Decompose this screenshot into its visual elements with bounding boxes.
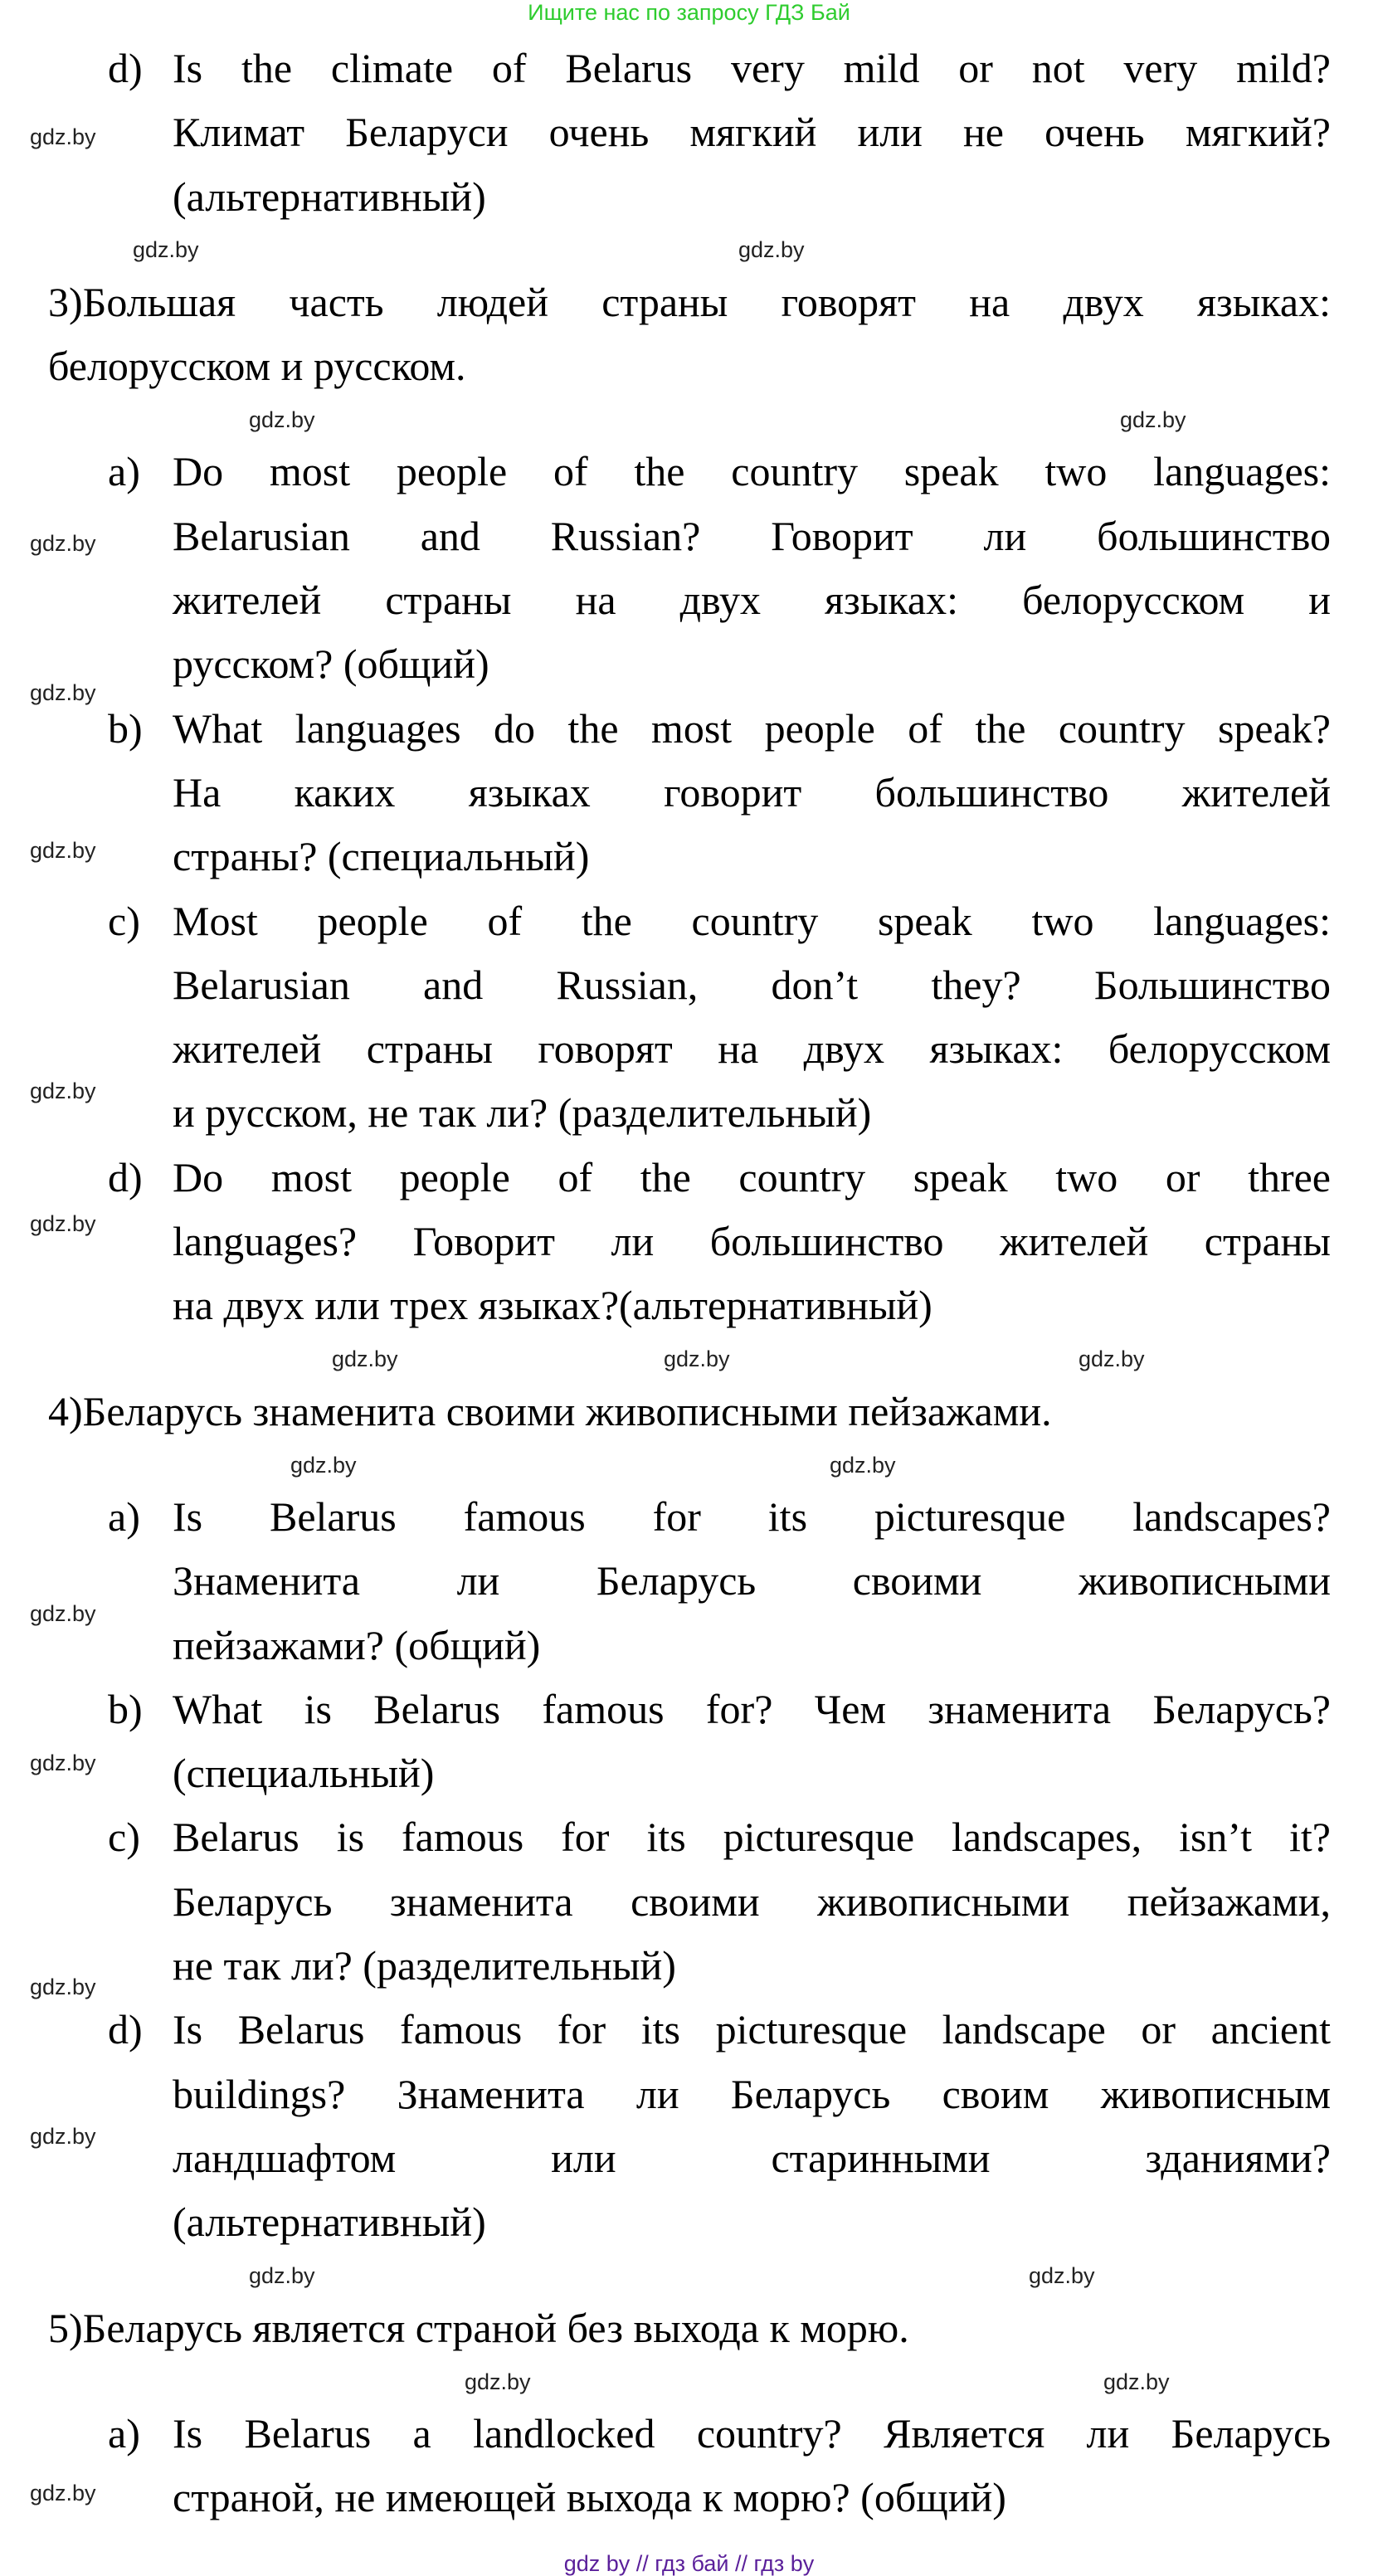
watermark-text: gdz.by	[30, 2481, 96, 2505]
text-line: Is Belarus famous for its picturesque landscapes?	[173, 1493, 1331, 1540]
item-marker: c)	[108, 897, 140, 944]
watermark-text: gdz.by	[664, 1346, 730, 1371]
question-item	[108, 1146, 1331, 1338]
search-hint-banner: Ищите нас по запросу ГДЗ Бай	[528, 0, 850, 25]
item-marker: c)	[108, 1814, 140, 1861]
question-item	[108, 1678, 1331, 1806]
question-item	[108, 2402, 1331, 2530]
watermark-text: gdz.by	[249, 407, 315, 432]
question-statement	[48, 1380, 1331, 1444]
watermark-text: gdz.by	[290, 1453, 357, 1478]
watermark-text: gdz.by	[1103, 2369, 1170, 2394]
text-line: 4)Беларусь знаменита своими живописными пейзажами.	[48, 1387, 1052, 1434]
watermark-text: gdz.by	[1029, 2263, 1095, 2288]
text-line: Belarusian and Russian? Говорит ли большинство	[173, 512, 1331, 559]
text-line: languages? Говорит ли большинство жителей страны	[173, 1218, 1331, 1265]
text-line: What is Belarus famous for? Чем знаменита Беларусь?	[173, 1685, 1331, 1732]
watermark-text: gdz.by	[1120, 407, 1186, 432]
text-line: Беларусь знаменита своими живописными пейзажами,	[173, 1877, 1331, 1925]
question-item	[108, 1485, 1331, 1678]
text-line: What languages do the most people of the country speak?	[173, 704, 1331, 752]
watermark-text: gdz.by	[830, 1453, 896, 1478]
text-line: Is Belarus famous for its picturesque landscape or ancient	[173, 2006, 1331, 2053]
question-item	[108, 889, 1331, 1146]
text-line: Do most people of the country speak two or three	[173, 1153, 1331, 1200]
item-marker: a)	[108, 1493, 140, 1540]
text-line: buildings? Знаменита ли Беларусь своим живописным	[173, 2070, 1331, 2117]
text-line: Most people of the country speak two languages:	[173, 897, 1331, 944]
watermark-text: gdz.by	[30, 2124, 96, 2149]
item-marker: d)	[108, 1153, 143, 1200]
watermark-text: gdz.by	[30, 838, 96, 863]
text-line: Belarusian and Russian, don’t they? Большинство	[173, 961, 1331, 1008]
watermark-text: gdz.by	[249, 2263, 315, 2288]
text-line: жителей страны на двух языках: белорусском и	[173, 577, 1331, 624]
text-line: ландшафтом или старинными зданиями?	[173, 2134, 1331, 2181]
text-line: не так ли? (разделительный)	[173, 1942, 676, 1989]
watermark-text: gdz.by	[332, 1346, 398, 1371]
text-line: Is Belarus a landlocked country? Является ли Беларусь	[173, 2409, 1331, 2457]
text-line: Знаменита ли Беларусь своими живописными	[173, 1557, 1331, 1605]
watermark-text: gdz.by	[30, 1601, 96, 1626]
text-line: страной, не имеющей выхода к морю? (общий)	[173, 2474, 1006, 2521]
watermark-text: gdz.by	[465, 2369, 531, 2394]
text-line: страны? (специальный)	[173, 833, 590, 880]
question-item	[108, 1805, 1331, 1998]
text-line: пейзажами? (общий)	[173, 1621, 541, 1668]
question-item	[108, 1998, 1331, 2254]
text-line: (альтернативный)	[173, 2199, 486, 2246]
text-line: (альтернативный)	[173, 173, 486, 220]
text-line: (специальный)	[173, 1750, 435, 1797]
item-marker: a)	[108, 2409, 140, 2457]
watermark-text: gdz.by	[30, 1079, 96, 1103]
text-line: Do most people of the country speak two languages:	[173, 448, 1331, 495]
item-marker: d)	[108, 2006, 143, 2053]
text-line: на двух или трех языках?(альтернативный)	[173, 1282, 932, 1329]
text-line: 5)Беларусь является страной без выхода к морю.	[48, 2304, 909, 2351]
question-statement	[48, 270, 1331, 399]
watermark-text: gdz.by	[133, 237, 199, 262]
item-marker: b)	[108, 704, 143, 752]
item-marker: b)	[108, 1685, 143, 1732]
text-line: жителей страны говорят на двух языках: белорусском	[173, 1025, 1331, 1073]
footer-links[interactable]: gdz by // гдз бай // гдз by	[563, 2551, 815, 2576]
watermark-text: gdz.by	[30, 1211, 96, 1236]
text-line: На каких языках говорит большинство жителей	[173, 768, 1331, 816]
watermark-text: gdz.by	[30, 680, 96, 705]
text-line: Is the climate of Belarus very mild or not very mild?	[173, 45, 1331, 91]
item-marker: d)	[108, 45, 143, 91]
text-line: 3)Большая часть людей страны говорят на двух языках:	[48, 278, 1331, 325]
watermark-text: gdz.by	[738, 237, 805, 262]
question-statement	[48, 2296, 1331, 2360]
watermark-text: gdz.by	[1079, 1346, 1145, 1371]
text-line: и русском, не так ли? (разделительный)	[173, 1089, 872, 1137]
item-marker: a)	[108, 448, 140, 495]
question-item	[108, 440, 1331, 696]
text-line: Климат Беларуси очень мягкий или не очень мягкий?	[173, 109, 1331, 156]
watermark-text: gdz.by	[30, 1975, 96, 1999]
watermark-text: gdz.by	[30, 1751, 96, 1775]
text-line: русском? (общий)	[173, 640, 489, 688]
question-item	[108, 37, 1331, 229]
watermark-text: gdz.by	[30, 531, 96, 556]
text-line: белорусском и русском.	[48, 343, 466, 390]
question-item	[108, 697, 1331, 889]
text-line: Belarus is famous for its picturesque landscapes, isn’t it?	[173, 1814, 1331, 1861]
watermark-text: gdz.by	[30, 124, 96, 149]
